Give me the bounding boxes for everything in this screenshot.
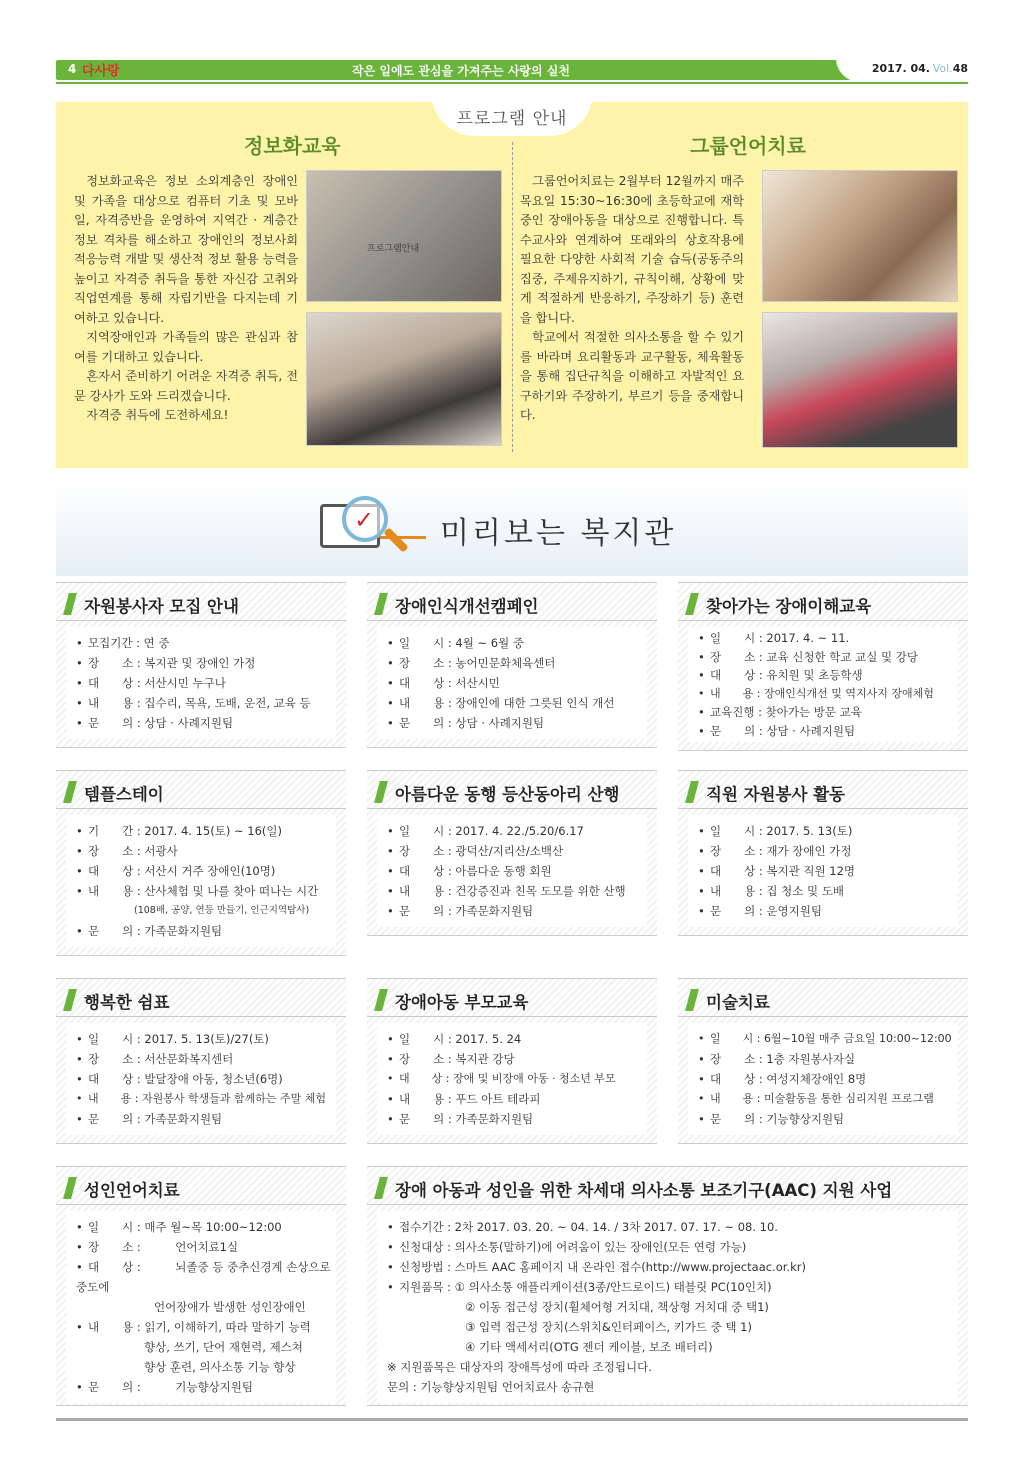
program-left-text bbox=[74, 172, 298, 426]
event-card bbox=[678, 582, 968, 751]
event-card bbox=[56, 582, 346, 748]
header-title: 작은 일에도 관심을 가져주는 사랑의 실천 bbox=[352, 64, 570, 78]
card-line: • 문 의 : 상담 · 사례지원팀 bbox=[696, 722, 950, 741]
card-line: • 문 의 : 가족문화지원팀 bbox=[385, 1109, 639, 1129]
card-line: • 장 소 : 서광사 bbox=[74, 841, 328, 861]
event-card bbox=[367, 582, 657, 748]
card-line: • 일 시 : 2017. 4. ~ 11. bbox=[696, 629, 950, 648]
event-card bbox=[678, 978, 968, 1144]
card-line: • 문 의 : 기능향상지원팀 bbox=[74, 1377, 328, 1397]
cooking-activity-photo bbox=[762, 170, 958, 302]
card-line: • 문 의 : 기능향상지원팀 bbox=[696, 1109, 950, 1129]
card-line: (108배, 공양, 연등 만들기, 인근지역탐사) bbox=[134, 905, 310, 916]
card-line: • 신청대상 : 의사소통(말하기)에 어려움이 있는 장애인(모든 연령 가능) bbox=[385, 1237, 950, 1257]
card-title: 미술치료 bbox=[706, 993, 770, 1012]
paragraph: 그룹언어치료는 2월부터 12월까지 매주 목요일 15:30~16:30에 초등학교에 재학중인 장애아동을 대상으로 진행합니다. 특수교사와 연계하여 또래와의 상호작용에 필요한 다양한 사회적 기술 습득(공동주의집중, 주제유지하기, 규칙이해, 상황에 맞게 적절하게 반응하기, 주장하기 등) 훈련을 합니다. bbox=[520, 174, 744, 325]
card-line: • 문 의 : 가족문화지원팀 bbox=[74, 1109, 328, 1129]
card-line: • 장 소 : 재가 장애인 가정 bbox=[696, 841, 950, 861]
card-line: • 내 용 : 미술활동을 통한 심리지원 프로그램 bbox=[696, 1089, 950, 1109]
card-line: • 대 상 : 서산시민 bbox=[385, 673, 639, 693]
card-line: • 장 소 : 1층 자원봉사자실 bbox=[696, 1049, 950, 1069]
logo: 다사랑 bbox=[82, 64, 120, 79]
card-line: • 장 소 : 복지관 강당 bbox=[385, 1049, 639, 1069]
card-line: ③ 입력 접근성 장치(스위치&인터페이스, 키가드 중 택 1) bbox=[465, 1320, 752, 1334]
card-line: • 일 시 : 매주 월~목 10:00~12:00 bbox=[74, 1217, 328, 1237]
card-line: 중도에 bbox=[76, 1280, 110, 1294]
card-line: • 기 간 : 2017. 4. 15(토) ~ 16(일) bbox=[74, 821, 328, 841]
preview-banner bbox=[56, 484, 968, 576]
card-line: ※ 지원품목은 대상자의 장애특성에 따라 조정됩니다. bbox=[387, 1360, 652, 1374]
card-line: • 대 상 : 서산시민 누구나 bbox=[74, 673, 328, 693]
certificate-photo bbox=[306, 312, 502, 446]
card-line: • 문 의 : 상담 · 사례지원팀 bbox=[385, 713, 639, 733]
card-line: • 대 상 : 장애 및 비장애 아동 · 청소년 부모 bbox=[385, 1069, 639, 1089]
card-line: 언어장애가 발생한 성인장애인 bbox=[154, 1300, 306, 1314]
card-line: 향상 훈련, 의사소통 기능 향상 bbox=[144, 1360, 296, 1374]
program-right-title: 그룹언어치료 bbox=[690, 134, 806, 158]
paragraph: 자격증 취득에 도전하세요! bbox=[86, 408, 229, 422]
event-card bbox=[367, 1166, 968, 1406]
card-line: • 장 소 : 광덕산/지리산/소백산 bbox=[385, 841, 639, 861]
event-card bbox=[367, 770, 657, 936]
paragraph: 정보화교육은 정보 소외계층인 장애인 및 가족을 대상으로 컴퓨터 기초 및 모바일, 자격증반을 운영하여 지역간 · 계층간 정보 격차를 해소하고 장애인의 정보사회 적응능력 개발 및 생산적 정보 활용 능력을 높이고 자격증 취득을 통한 자신감 고취와 직업연계를 통해 자립기반을 다지는데 기여하고 있습니다. bbox=[74, 174, 298, 325]
page-number: 4 bbox=[68, 62, 77, 76]
issue-date: 2017. 04. bbox=[871, 62, 930, 75]
card-title: 장애아동 부모교육 bbox=[395, 993, 529, 1012]
card-line: • 내 용 : 산사체험 및 나를 찾아 떠나는 시간 bbox=[74, 881, 328, 901]
card-line: • 일 시 : 4월 ~ 6월 중 bbox=[385, 633, 639, 653]
card-line: • 문 의 : 가족문화지원팀 bbox=[74, 921, 328, 941]
card-line: • 장 소 : 복지관 및 장애인 가정 bbox=[74, 653, 328, 673]
paragraph: 학교에서 적절한 의사소통을 할 수 있기를 바라며 요리활동과 교구활동, 체육활동을 통해 집단규칙을 이해하고 자발적인 요구하기와 주장하기, 부르기 등을 중재합니다. bbox=[520, 330, 744, 422]
card-line: 향상, 쓰기, 단어 재현력, 제스쳐 bbox=[144, 1340, 303, 1354]
checkmark-icon: ✓ bbox=[354, 506, 375, 534]
card-line: • 대 상 : 서산시 거주 장애인(10명) bbox=[74, 861, 328, 881]
card-line: • 일 시 : 6월~10월 매주 금요일 10:00~12:00 bbox=[696, 1029, 950, 1049]
event-card bbox=[56, 770, 346, 956]
card-line: • 장 소 : 교육 신청한 학교 교실 및 강당 bbox=[696, 648, 950, 667]
card-line: • 모집기간 : 연 중 bbox=[74, 633, 328, 653]
paragraph: 지역장애인과 가족들의 많은 관심과 참여를 기대하고 있습니다. bbox=[74, 330, 298, 364]
card-line: • 대 상 : 여성지체장애인 8명 bbox=[696, 1069, 950, 1089]
card-title: 직원 자원봉사 활동 bbox=[706, 785, 846, 804]
card-title: 찾아가는 장애이해교육 bbox=[706, 597, 872, 616]
card-line: • 내 용 : 읽기, 이해하기, 따라 말하기 능력 bbox=[74, 1317, 328, 1337]
card-line: • 대 상 : 유치원 및 초등학생 bbox=[696, 666, 950, 685]
card-line: • 접수기간 : 2차 2017. 03. 20. ~ 04. 14. / 3차 2017. 07. 17. ~ 08. 10. bbox=[385, 1217, 950, 1237]
card-line: 문의 : 기능향상지원팀 언어치료사 송규현 bbox=[387, 1380, 595, 1394]
program-left-title: 정보화교육 bbox=[244, 134, 341, 158]
card-line: • 일 시 : 2017. 5. 24 bbox=[385, 1029, 639, 1049]
tunnel-activity-photo bbox=[762, 312, 958, 448]
program-right-text bbox=[520, 172, 744, 426]
paragraph: 혼자서 준비하기 어려운 자격증 취득, 전문 강사가 도와 드리겠습니다. bbox=[74, 369, 298, 403]
card-line: • 내 용 : 푸드 아트 테라피 bbox=[385, 1089, 639, 1109]
card-line: • 대 상 : 아름다운 동행 회원 bbox=[385, 861, 639, 881]
card-line: • 일 시 : 2017. 5. 13(토) bbox=[696, 821, 950, 841]
card-title: 자원봉사자 모집 안내 bbox=[84, 597, 239, 616]
banner-title: 미리보는 복지관 bbox=[440, 516, 677, 551]
card-title: 장애인식개선캠페인 bbox=[395, 597, 539, 616]
card-line: • 내 용 : 집수리, 목욕, 도배, 운전, 교육 등 bbox=[74, 693, 328, 713]
card-line: ④ 기타 액세서리(OTG 젠더 케이블, 보조 배터리) bbox=[465, 1340, 713, 1354]
page-header bbox=[56, 58, 968, 82]
card-line: • 대 상 : 복지관 직원 12명 bbox=[696, 861, 950, 881]
card-line: • 대 상 : 발달장애 아동, 청소년(6명) bbox=[74, 1069, 328, 1089]
card-line: • 문 의 : 상담 · 사례지원팀 bbox=[74, 713, 328, 733]
card-line: • 문 의 : 운영지원팀 bbox=[696, 901, 950, 921]
program-section bbox=[56, 102, 968, 468]
card-line: • 일 시 : 2017. 4. 22./5.20/6.17 bbox=[385, 821, 639, 841]
card-line: • 교육진행 : 찾아가는 방문 교육 bbox=[696, 703, 950, 722]
photo-caption: 프로그램안내 bbox=[367, 244, 420, 254]
event-card bbox=[678, 770, 968, 936]
card-line: • 내 용 : 자원봉사 학생들과 함께하는 주말 체험 bbox=[74, 1089, 328, 1109]
footer-rule bbox=[56, 1418, 968, 1421]
card-line: • 지원품목 : ① 의사소통 애플리케이션(3종/안드로이드) 태블릿 PC(10인치) bbox=[385, 1277, 950, 1297]
card-title: 성인언어치료 bbox=[84, 1181, 180, 1200]
card-line: • 신청방법 : 스마트 AAC 홈페이지 내 온라인 접수(http://www.projectaac.or.kr) bbox=[385, 1257, 950, 1277]
card-line: • 내 용 : 건강증진과 친목 도모를 위한 산행 bbox=[385, 881, 639, 901]
event-card bbox=[56, 978, 346, 1144]
event-card bbox=[367, 978, 657, 1144]
issue-volume: Vol.48 bbox=[932, 62, 968, 75]
event-card bbox=[56, 1166, 346, 1406]
card-title: 장애 아동과 성인을 위한 차세대 의사소통 보조기구(AAC) 지원 사업 bbox=[395, 1181, 893, 1200]
card-title: 아름다운 동행 등산동아리 산행 bbox=[395, 785, 620, 804]
card-line: • 일 시 : 2017. 5. 13(토)/27(토) bbox=[74, 1029, 328, 1049]
card-line: • 내 용 : 장애인에 대한 그릇된 인식 개선 bbox=[385, 693, 639, 713]
program-tab: 프로그램 안내 bbox=[431, 92, 593, 136]
card-line: • 내 용 : 장애인식개선 및 역지사지 장애체험 bbox=[696, 685, 950, 704]
card-line: ② 이동 접근성 장치(휠체어형 거치대, 책상형 거치대 중 택1) bbox=[465, 1300, 769, 1314]
card-title: 행복한 쉼표 bbox=[84, 993, 170, 1012]
computer-class-photo bbox=[306, 170, 502, 302]
card-title: 템플스테이 bbox=[84, 785, 164, 804]
card-line: • 장 소 : 농어민문화체육센터 bbox=[385, 653, 639, 673]
card-line: • 문 의 : 가족문화지원팀 bbox=[385, 901, 639, 921]
card-line: • 내 용 : 집 청소 및 도배 bbox=[696, 881, 950, 901]
card-line: • 대 상 : 뇌졸중 등 중추신경계 손상으로 bbox=[74, 1257, 328, 1277]
card-line: • 장 소 : 언어치료1실 bbox=[74, 1237, 328, 1257]
card-line: • 장 소 : 서산문화복지센터 bbox=[74, 1049, 328, 1069]
